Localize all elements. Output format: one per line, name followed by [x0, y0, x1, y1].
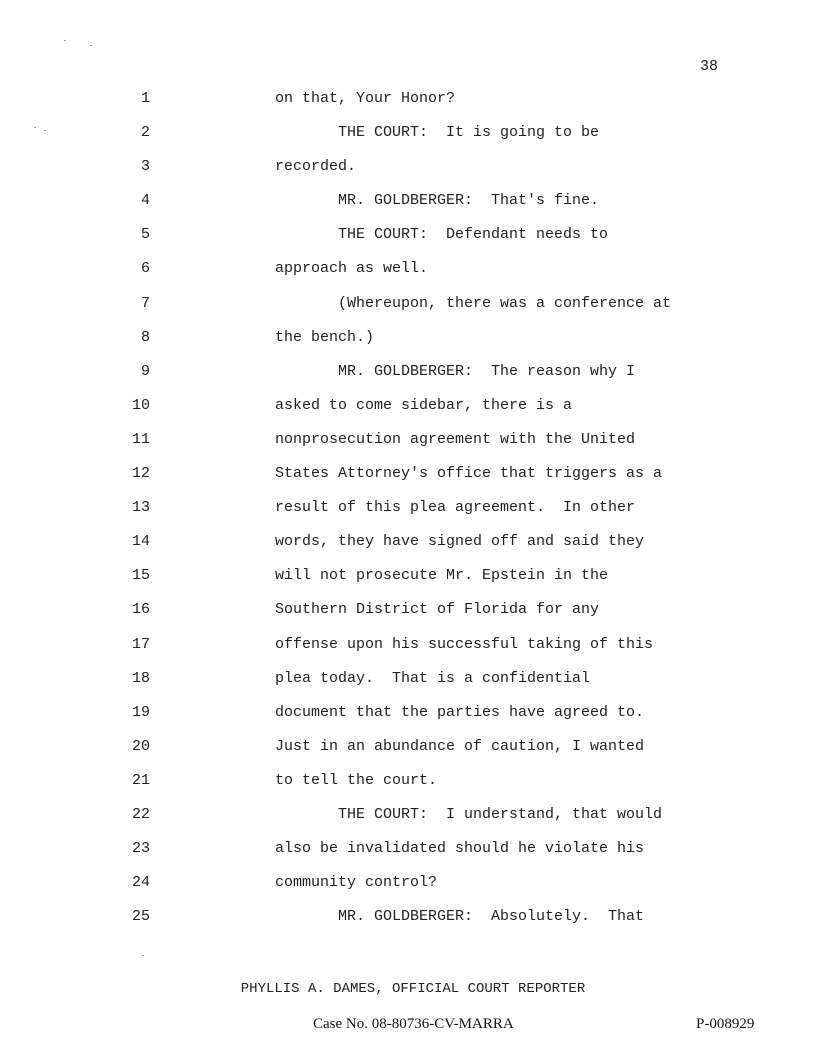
line-text: plea today. That is a confidential: [275, 669, 591, 687]
scan-speck: [64, 40, 66, 41]
transcript-line: [0, 292, 816, 326]
transcript-line: [0, 803, 816, 837]
line-number: 24: [131, 874, 150, 892]
line-text: Just in an abundance of caution, I wanted: [275, 737, 645, 755]
line-text: document that the parties have agreed to.: [275, 703, 645, 721]
transcript-line: [0, 121, 816, 155]
line-text: States Attorney's office that triggers as a: [275, 465, 663, 483]
line-text: community control?: [275, 874, 438, 892]
transcript-line: [0, 905, 816, 939]
line-text: nonprosecution agreement with the United: [275, 430, 636, 448]
line-text: the bench.): [275, 328, 375, 346]
line-number: 19: [131, 703, 150, 721]
transcript-line: [0, 633, 816, 667]
line-number: 6: [140, 260, 150, 278]
line-number: 23: [131, 840, 150, 858]
case-number: Case No. 08-80736-CV-MARRA: [313, 1016, 514, 1032]
transcript-line: [0, 530, 816, 564]
line-number: 11: [131, 430, 150, 448]
line-text: THE COURT: Defendant needs to: [338, 226, 609, 244]
page-number: 38: [700, 58, 719, 75]
line-number: 4: [140, 192, 150, 210]
court-reporter-footer: [0, 980, 816, 998]
line-text: Southern District of Florida for any: [275, 601, 600, 619]
transcript-lines: [0, 87, 816, 939]
line-number: 18: [131, 669, 150, 687]
line-number: 17: [131, 635, 150, 653]
line-number: 8: [140, 328, 150, 346]
line-number: 22: [131, 805, 150, 823]
transcript-line: [0, 598, 816, 632]
line-text: on that, Your Honor?: [275, 90, 456, 107]
line-number: 7: [140, 294, 150, 312]
line-number: 13: [131, 499, 150, 517]
line-number: 25: [131, 908, 150, 926]
transcript-line: [0, 326, 816, 360]
transcript-line: [0, 462, 816, 496]
line-number: 5: [140, 226, 150, 244]
line-text: MR. GOLDBERGER: The reason why I: [338, 362, 636, 380]
line-text: offense upon his successful taking of this: [275, 635, 654, 653]
transcript-line: [0, 871, 816, 905]
line-number: 21: [131, 771, 150, 789]
transcript-line: [0, 769, 816, 803]
line-number: 9: [140, 362, 150, 380]
line-number: 14: [131, 533, 150, 551]
transcript-line: [0, 701, 816, 735]
scan-speck: [142, 955, 144, 956]
transcript-line: [0, 428, 816, 462]
line-text: result of this plea agreement. In other: [275, 499, 636, 517]
line-number: 20: [131, 737, 150, 755]
line-text: MR. GOLDBERGER: That's fine.: [338, 192, 600, 210]
court-reporter-name: PHYLLIS A. DAMES, OFFICIAL COURT REPORTER: [240, 981, 586, 997]
scan-speck: [90, 45, 92, 46]
line-number: 3: [140, 158, 150, 176]
transcript-line: [0, 189, 816, 223]
transcript-line: [0, 735, 816, 769]
line-text: approach as well.: [275, 260, 429, 278]
line-number: 12: [131, 465, 150, 483]
transcript-line: [0, 87, 816, 121]
line-text: (Whereupon, there was a conference at: [338, 294, 672, 312]
transcript-line: [0, 155, 816, 189]
line-text: MR. GOLDBERGER: Absolutely. That: [338, 908, 645, 926]
line-text: to tell the court.: [275, 771, 438, 789]
line-number: 16: [131, 601, 150, 619]
line-text: recorded.: [275, 158, 357, 176]
line-number: 2: [140, 124, 150, 142]
line-text: also be invalidated should he violate his: [275, 840, 645, 858]
line-text: will not prosecute Mr. Epstein in the: [275, 567, 609, 585]
transcript-line: [0, 257, 816, 291]
transcript-line: [0, 564, 816, 598]
line-text: asked to come sidebar, there is a: [275, 396, 573, 414]
bates-number: P-008929: [696, 1016, 755, 1032]
line-number: 10: [131, 396, 150, 414]
transcript-line: [0, 360, 816, 394]
line-text: words, they have signed off and said they: [275, 533, 645, 551]
line-text: THE COURT: I understand, that would: [338, 805, 663, 823]
line-text: THE COURT: It is going to be: [338, 124, 600, 142]
transcript-line: [0, 223, 816, 257]
transcript-line: [0, 837, 816, 871]
line-number: 1: [140, 90, 150, 107]
transcript-line: [0, 667, 816, 701]
transcript-line: [0, 496, 816, 530]
line-number: 15: [131, 567, 150, 585]
transcript-line: [0, 394, 816, 428]
